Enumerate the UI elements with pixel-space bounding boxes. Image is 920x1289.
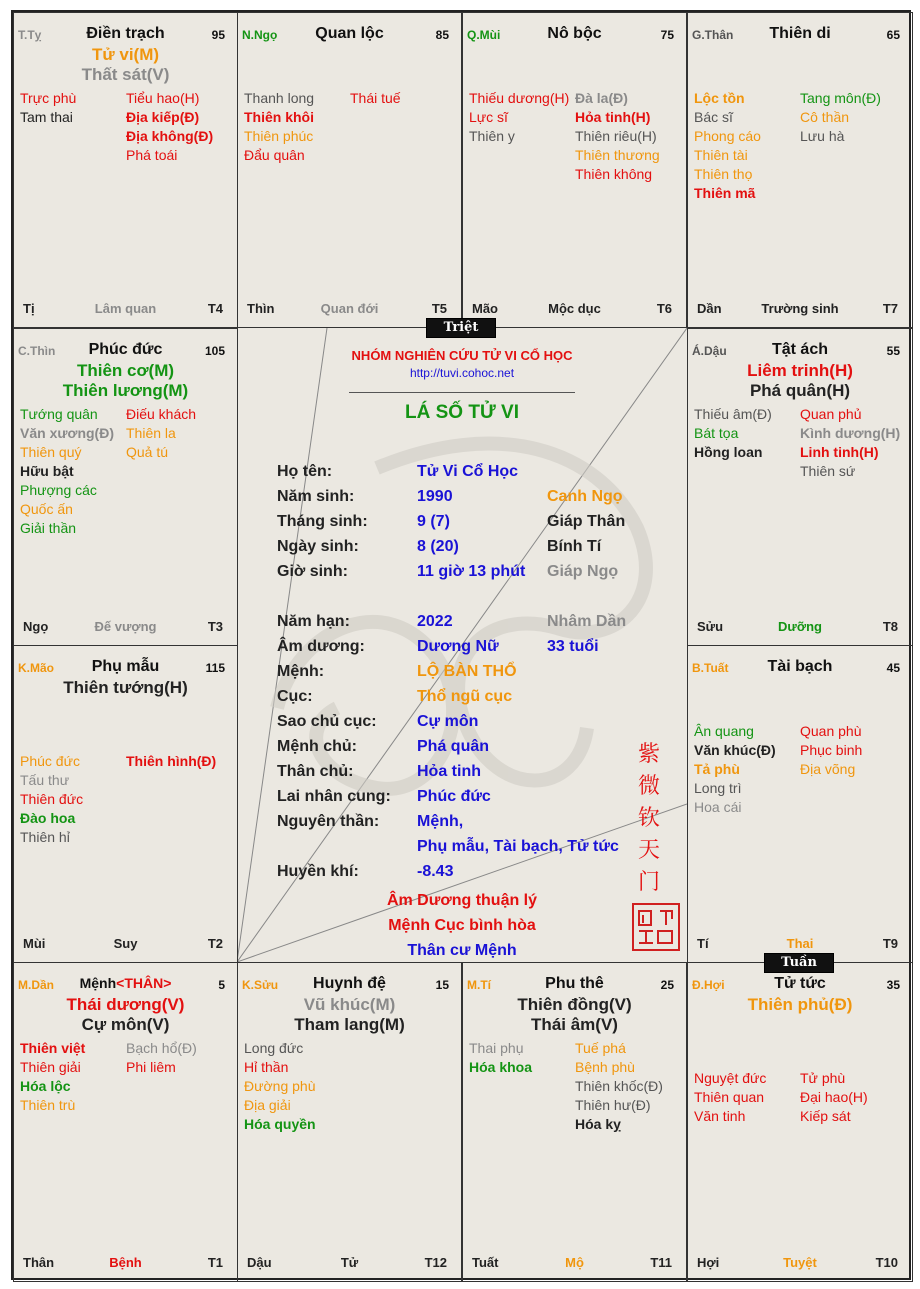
main-star: Thiên tướng(H) (63, 678, 188, 697)
palace-name: Tài bạch (767, 658, 833, 675)
info-label: Mệnh: (277, 663, 325, 680)
palace-age: 95 (211, 28, 225, 42)
minor-star: Tướng quân (20, 406, 98, 422)
info-value: 1990 (417, 488, 453, 505)
minor-star: Bác sĩ (694, 109, 733, 125)
info-value: Mệnh, (417, 813, 464, 830)
info-value: Dương Nữ (417, 638, 499, 655)
minor-star: Hóa quyền (244, 1116, 316, 1132)
minor-star: Quả tú (126, 444, 169, 460)
main-star: Thiên phủ(Đ) (747, 995, 853, 1014)
main-star: Phá quân(H) (749, 381, 851, 400)
earthly-branch: Dần (697, 301, 722, 316)
minor-star: Thiên trù (20, 1097, 76, 1113)
palace-stem: K.Sửu (242, 978, 279, 992)
palace-age: 15 (435, 978, 449, 992)
palace-name: Phúc đức (88, 341, 163, 358)
minor-star: Thiên thọ (694, 166, 753, 182)
minor-star: Lực sĩ (469, 109, 508, 125)
palace-footer (238, 301, 461, 317)
palace-stem: B.Tuất (692, 661, 729, 675)
life-stage: Lâm quan (94, 301, 157, 316)
info-value: 11 giờ 13 phút (417, 563, 526, 580)
minor-star: Phượng các (20, 482, 97, 498)
minor-star: Phá toái (126, 147, 178, 163)
minor-star: Ân quang (694, 723, 754, 739)
palace-age: 25 (660, 978, 674, 992)
info-label: Mệnh chủ: (277, 738, 357, 755)
info-label: Tháng sinh: (277, 513, 368, 530)
life-stage: Mộ (565, 1255, 584, 1270)
minor-star: Điếu khách (126, 406, 197, 422)
palace-tuat (687, 645, 913, 963)
palace-header (14, 341, 237, 361)
minor-star: Nguyệt đức (694, 1070, 767, 1086)
info-value: Phụ mẫu, Tài bạch, Tử tức (417, 838, 619, 855)
main-star: Vũ khúc(M) (303, 995, 396, 1014)
minor-star: Bạch hổ(Đ) (126, 1040, 197, 1056)
life-stage: Trường sinh (761, 301, 839, 316)
minor-star: Thiên quan (694, 1089, 765, 1105)
minor-star: Thiên phúc (244, 128, 314, 144)
palace-header (463, 25, 686, 45)
info-extra: Bính Tí (547, 538, 602, 555)
main-stars (14, 995, 237, 1035)
minor-star: Kình dương(H) (800, 425, 901, 441)
minor-star: Tuế phá (575, 1040, 626, 1056)
palace-header (688, 975, 912, 995)
triet-marker: Triệt (426, 318, 496, 338)
minor-star: Thiên tài (694, 147, 748, 163)
life-stage: Suy (113, 936, 138, 951)
minor-star: Thiên riêu(H) (575, 128, 657, 144)
main-star: Cự môn(V) (81, 1015, 170, 1034)
info-label: Sao chủ cục: (277, 713, 377, 730)
palace-header (688, 658, 912, 678)
minor-star: Hỏa tinh(H) (575, 109, 651, 125)
palace-index: T10 (875, 1255, 898, 1270)
earthly-branch: Thân (23, 1255, 55, 1270)
seal-char: 门 (637, 869, 660, 894)
minor-star: Hồng loan (694, 444, 763, 460)
earthly-branch: Mão (472, 301, 498, 316)
palace-name: Phụ mẫu (91, 658, 160, 675)
info-label: Nguyên thần: (277, 813, 380, 830)
life-stage: Tuyệt (783, 1255, 817, 1270)
info-extra: Giáp Ngọ (547, 563, 619, 580)
palace-index: T8 (882, 619, 898, 634)
minor-star: Thiên la (126, 425, 176, 441)
palace-ngo (237, 12, 462, 328)
main-star: Thái dương(V) (66, 995, 185, 1014)
minor-star: Hóa khoa (469, 1059, 533, 1075)
info-value: Hỏa tinh (417, 763, 481, 780)
main-star: Tham lang(M) (294, 1015, 405, 1034)
palace-footer (688, 301, 912, 317)
minor-star: Địa võng (800, 761, 856, 777)
palace-footer (463, 1255, 686, 1271)
palace-dan (13, 962, 238, 1282)
minor-star: Văn tinh (694, 1108, 746, 1124)
site-url[interactable]: http://tuvi.cohoc.net (409, 366, 515, 380)
palace-index: T12 (424, 1255, 447, 1270)
palace-stem: M.Tí (467, 978, 491, 992)
palace-header (688, 25, 912, 45)
minor-star: Địa giải (244, 1097, 291, 1113)
minor-star: Phong cáo (694, 128, 761, 144)
minor-star: Lộc tồn (694, 90, 745, 106)
earthly-branch: Thìn (247, 301, 275, 316)
minor-star: Thiên khốc(Đ) (575, 1078, 663, 1094)
palace-stem: M.Dần (18, 978, 54, 992)
palace-header (688, 341, 912, 361)
group-name: NHÓM NGHIÊN CỨU TỬ VI CỔ HỌC (351, 348, 573, 363)
info-label: Họ tên: (277, 463, 333, 480)
palace-footer (238, 1255, 461, 1271)
palace-name: Điền trạch (86, 25, 165, 42)
palace-than (687, 12, 913, 328)
minor-star: Thiên việt (20, 1040, 86, 1056)
palace-header (238, 975, 461, 995)
palace-footer (14, 301, 237, 317)
life-stage: Dưỡng (778, 619, 822, 634)
palace-name: Huynh đệ (313, 975, 386, 992)
summary-note: Âm Dương thuận lý (386, 892, 538, 909)
than-marker: <THÂN> (116, 975, 172, 991)
tuan-marker: Tuần (764, 953, 834, 973)
palace-index: T5 (431, 301, 447, 316)
main-stars (14, 361, 237, 401)
life-stage: Quan đới (320, 301, 379, 316)
info-value: 8 (20) (417, 538, 459, 555)
main-stars (14, 678, 237, 698)
info-extra: 33 tuổi (547, 638, 599, 655)
earthly-branch: Tí (697, 936, 709, 951)
minor-star: Thiếu dương(H) (469, 90, 570, 106)
info-extra: Giáp Thân (547, 513, 626, 530)
divider (349, 392, 575, 393)
minor-star: Hữu bật (20, 463, 74, 479)
minor-star: Hoa cái (694, 799, 742, 815)
main-stars (238, 995, 461, 1035)
palace-index: T2 (207, 936, 223, 951)
minor-star: Địa không(Đ) (126, 128, 214, 144)
minor-star: Đại hao(H) (800, 1089, 868, 1105)
horoscope-board (11, 10, 911, 1280)
palace-stem: C.Thìn (18, 344, 56, 358)
palace-stem: Á.Dậu (692, 344, 727, 358)
palace-ty (462, 962, 687, 1282)
seal-stamp-icon (632, 903, 680, 951)
info-label: Ngày sinh: (277, 538, 359, 555)
info-value: -8.43 (417, 863, 454, 880)
info-label: Thân chủ: (277, 763, 354, 780)
info-value: 2022 (417, 613, 453, 630)
minor-star: Quan phù (800, 723, 862, 739)
minor-star: Thái tuế (350, 90, 401, 106)
main-star: Thất sát(V) (81, 65, 170, 84)
minor-star: Đào hoa (20, 810, 76, 826)
minor-star: Giải thần (20, 520, 77, 536)
minor-star: Thiên đức (20, 791, 84, 807)
info-value: Tử Vi Cổ Học (417, 463, 519, 480)
minor-star: Phi liêm (126, 1059, 176, 1075)
summary-notes (237, 888, 687, 963)
palace-footer (14, 1255, 237, 1271)
earthly-branch: Sửu (697, 619, 724, 634)
main-stars (688, 361, 912, 401)
minor-star: Thiên không (575, 166, 653, 182)
minor-star: Linh tinh(H) (800, 444, 879, 460)
palace-thin (13, 328, 238, 646)
minor-star: Cô thần (800, 109, 850, 125)
palace-stem: Đ.Hợi (692, 978, 725, 992)
minor-star: Phục binh (800, 742, 863, 758)
minor-star: Long trì (694, 780, 742, 796)
info-label: Giờ sinh: (277, 563, 348, 580)
palace-name: Quan lộc (315, 25, 384, 42)
info-label: Lai nhân cung: (277, 788, 391, 805)
minor-star: Bát tọa (694, 425, 739, 441)
summary-note: Thân cư Mệnh (407, 942, 517, 959)
palace-index: T7 (882, 301, 898, 316)
minor-star: Văn khúc(Đ) (694, 742, 776, 758)
minor-star: Kiếp sát (800, 1108, 851, 1124)
minor-star: Tang môn(Đ) (800, 90, 881, 106)
palace-name: Mệnh (79, 975, 117, 991)
info-value: Phá quân (417, 738, 490, 755)
minor-star: Đường phù (244, 1078, 316, 1094)
life-stage: Mộc dục (548, 301, 601, 316)
palace-age: 55 (886, 344, 900, 358)
minor-star: Tấu thư (20, 772, 70, 788)
palace-age: 85 (435, 28, 449, 42)
palace-mui (462, 12, 687, 328)
minor-star: Tam thai (20, 109, 73, 125)
minor-star: Bệnh phù (575, 1059, 635, 1075)
minor-star: Tử phù (800, 1070, 846, 1086)
palace-header (463, 975, 686, 995)
minor-star: Tả phù (694, 761, 740, 777)
info-label: Năm hạn: (277, 613, 350, 630)
minor-star: Văn xương(Đ) (20, 425, 114, 441)
main-star: Thiên cơ(M) (76, 361, 175, 380)
life-stage: Thai (786, 936, 814, 951)
minor-star: Thiên sứ (800, 463, 856, 479)
palace-age: 115 (205, 661, 225, 675)
minor-star: Hỉ thần (244, 1059, 289, 1075)
palace-mao (13, 645, 238, 963)
life-stage: Bệnh (109, 1255, 142, 1270)
minor-star: Thiên hư(Đ) (575, 1097, 651, 1113)
minor-star: Hóa kỵ (575, 1116, 621, 1132)
main-star: Thiên lương(M) (62, 381, 189, 400)
main-star: Thiên đồng(V) (517, 995, 632, 1014)
minor-star: Quốc ấn (20, 501, 73, 517)
palace-suu (237, 962, 462, 1282)
palace-dau (687, 328, 913, 646)
palace-footer (688, 619, 912, 635)
palace-index: T6 (656, 301, 672, 316)
minor-star: Trực phù (20, 90, 77, 106)
minor-star: Thiên giải (20, 1059, 81, 1075)
main-star: Liêm trinh(H) (747, 361, 853, 380)
palace-name: Nô bộc (547, 25, 602, 42)
info-label: Âm dương: (277, 638, 365, 655)
info-label: Huyền khí: (277, 863, 359, 880)
palace-index: T4 (207, 301, 223, 316)
info-label: Cục: (277, 688, 313, 705)
palace-name: Tử tức (774, 975, 826, 992)
palace-name: Phu thê (545, 975, 604, 992)
info-value: Thổ ngũ cục (417, 688, 513, 705)
palace-age: 75 (660, 28, 674, 42)
minor-star: Thai phụ (469, 1040, 524, 1056)
minor-star: Thiên quý (20, 444, 82, 460)
minor-star: Hóa lộc (20, 1078, 71, 1094)
minor-star: Thiếu âm(Đ) (694, 406, 772, 422)
info-value: Cự môn (417, 713, 479, 730)
earthly-branch: Ngọ (23, 619, 49, 634)
minor-star: Thiên hình(Đ) (126, 753, 217, 769)
earthly-branch: Mùi (23, 936, 46, 951)
minor-star: Đẩu quân (244, 147, 305, 163)
palace-header (238, 25, 461, 45)
palace-stem: G.Thân (692, 28, 734, 42)
chart-title: LÁ SỐ TỬ VI (405, 402, 519, 423)
palace-footer (688, 936, 912, 952)
minor-star: Thanh long (244, 90, 315, 106)
palace-footer (14, 619, 237, 635)
main-stars (463, 995, 686, 1035)
life-stage: Đế vượng (94, 619, 157, 634)
main-stars (688, 995, 912, 1015)
main-star: Thái âm(V) (531, 1015, 618, 1034)
main-stars (14, 45, 237, 85)
palace-name: Tật ách (771, 341, 828, 358)
life-stage: Tử (340, 1255, 359, 1270)
palace-age: 45 (886, 661, 900, 675)
earthly-branch: Dậu (247, 1255, 272, 1270)
minor-star: Thiên mã (694, 185, 756, 201)
palace-ti (13, 12, 238, 328)
palace-age: 5 (218, 978, 225, 992)
seal-char: 微 (637, 773, 660, 798)
info-extra: Nhâm Dần (547, 613, 627, 630)
palace-header (14, 975, 237, 995)
info-extra: Canh Ngọ (547, 488, 623, 505)
palace-name: Thiên di (769, 25, 831, 42)
palace-index: T11 (650, 1255, 672, 1270)
palace-footer (688, 1255, 912, 1271)
minor-star: Đà la(Đ) (575, 90, 628, 106)
minor-star: Long đức (244, 1040, 304, 1056)
palace-stem: K.Mão (18, 661, 54, 675)
info-value: 9 (7) (417, 513, 450, 530)
minor-star: Địa kiếp(Đ) (126, 109, 200, 125)
palace-index: T9 (882, 936, 898, 951)
minor-star: Thiên y (469, 128, 515, 144)
minor-star: Thiên hỉ (20, 829, 70, 845)
seal-char: 天 (637, 837, 660, 862)
palace-stem: Q.Mùi (467, 28, 501, 42)
earthly-branch: Tị (23, 301, 35, 316)
palace-footer (463, 301, 686, 317)
info-value: LỘ BÀN THỔ (417, 663, 517, 680)
palace-age: 65 (886, 28, 900, 42)
minor-star: Thiên thương (575, 147, 660, 163)
seal-char: 钦 (637, 805, 660, 830)
minor-star: Lưu hà (800, 128, 845, 144)
main-star: Tử vi(M) (91, 45, 160, 64)
center-panel (237, 328, 687, 962)
palace-hoi (687, 962, 913, 1282)
minor-star: Tiểu hao(H) (126, 90, 200, 106)
palace-index: T1 (207, 1255, 223, 1270)
palace-header (14, 25, 237, 45)
minor-star: Thiên khôi (244, 109, 314, 125)
palace-footer (14, 936, 237, 952)
palace-age: 35 (886, 978, 900, 992)
earthly-branch: Tuất (472, 1255, 499, 1270)
palace-age: 105 (204, 344, 225, 358)
info-label: Năm sinh: (277, 488, 355, 505)
palace-index: T3 (207, 619, 223, 634)
info-value: Phúc đức (417, 788, 491, 805)
palace-stem: T.Tỵ (18, 28, 42, 42)
seal-char: 紫 (637, 741, 660, 766)
minor-star: Quan phủ (800, 406, 862, 422)
summary-note: Mệnh Cục bình hòa (388, 917, 536, 934)
earthly-branch: Hợi (697, 1255, 720, 1270)
minor-star: Phúc đức (20, 753, 80, 769)
palace-header (14, 658, 237, 678)
palace-stem: N.Ngọ (242, 28, 278, 42)
chinese-seal-text (629, 738, 669, 898)
